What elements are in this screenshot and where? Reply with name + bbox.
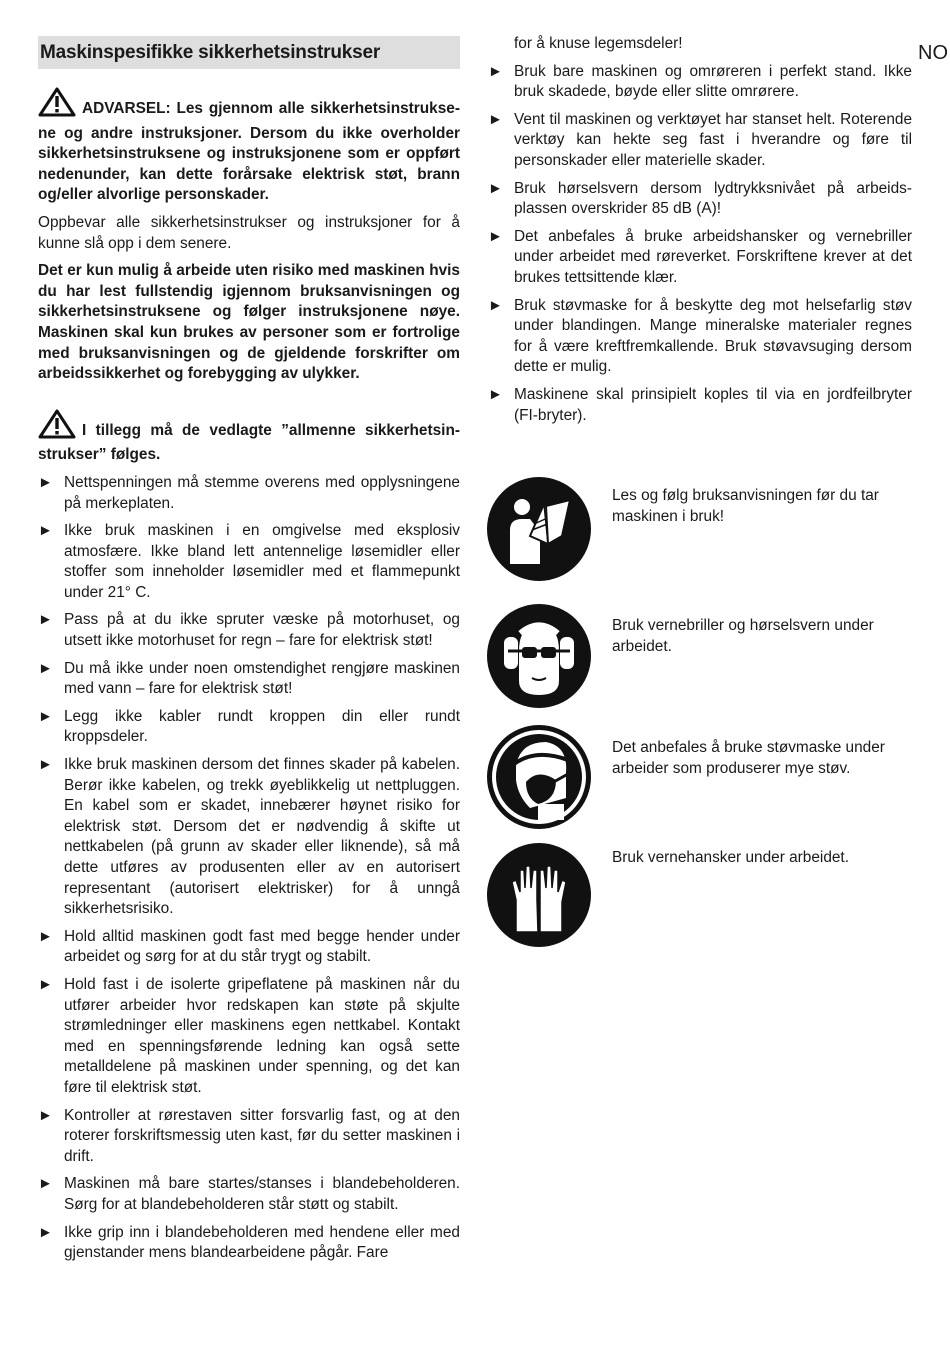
warning-text: : Les gjennom alle sikkerhetsinstruksene og andre instruksjoner. Dersom du ikke overholder sikkerhetsinstruksene og instruksjonene som er oppført nedenunder, kan dette forårsake elektrisk støt, brann og/eller alvorlige personskader. xyxy=(38,100,460,204)
bullet-arrow-icon: ► xyxy=(38,707,53,725)
storage-note: Oppbevar alle sikkerhetsinstrukser og instruksjoner for å kunne slå opp i dem senere. xyxy=(38,213,460,252)
bullet-arrow-icon: ► xyxy=(38,611,53,629)
warning-block-2 xyxy=(38,409,460,466)
bullet-arrow-icon: ► xyxy=(38,927,53,945)
bullet-arrow-icon: ► xyxy=(38,522,53,540)
right-column xyxy=(488,34,912,433)
bullet-arrow-icon: ► xyxy=(488,385,503,403)
section-title: Maskinspesifikke sikkerhetsinstrukser xyxy=(38,36,460,69)
read-manual-icon xyxy=(486,476,592,582)
bullet-arrow-icon: ► xyxy=(488,110,503,128)
list-item: ► Ikke bruk maskinen dersom det finnes skader på kabelen. Berør ikke kabelen, og trekk øyeblikkelig ut nettpluggen. En kabel som er skadet, innebærer høynet risiko for elektrisk støt. Dersom det er nødvendig å skifte ut nettkabelen (på grunn av skader eller liknende), så må dette utføres av produsenten eller av en autorisert representant (autorisert elektrisker) for å unngå sikkerhetsrisiko. xyxy=(38,756,460,918)
list-item: ► Legg ikke kabler rundt kroppen din eller rundt kroppsdeler. xyxy=(38,707,460,746)
list-item: ► Bruk hørselsvern dersom lydtrykksnivået på arbeidsplassen overskrider 85 dB (A)! xyxy=(488,179,912,218)
bullet-arrow-icon: ► xyxy=(488,62,503,80)
bullet-arrow-icon: ► xyxy=(38,1175,53,1193)
bullet-arrow-icon: ► xyxy=(488,296,503,314)
symbol-text-mask: Det anbefales å bruke støvmaske under arbeider som produserer mye støv. xyxy=(612,739,885,777)
dust-mask-icon xyxy=(486,724,592,830)
bullet-arrow-icon: ► xyxy=(38,756,53,774)
bullet-arrow-icon: ► xyxy=(38,1223,53,1241)
language-tag: NO xyxy=(918,42,948,64)
list-item: ► Bruk bare maskinen og omrøreren i perfekt stand. Ikke bruk skadede, bøyde eller slitte omrørere. xyxy=(488,62,912,101)
symbol-text-goggles: Bruk vernebriller og hørselsvern under arbeidet. xyxy=(612,617,874,655)
symbol-text-manual: Les og følg bruksanvisningen før du tar maskinen i bruk! xyxy=(612,487,879,525)
list-item: ► Maskinen må bare startes/stanses i blandebeholderen. Sørg for at blandebeholderen står støtt og stabilt. xyxy=(38,1175,460,1213)
list-item: ► Bruk støvmaske for å beskytte deg mot helsefarlig støv under blandingen. Mange mineralske materialer regnes for å være kreftfremkallende. Bruk støvavsuging dersom dette er mulig. xyxy=(488,296,912,376)
list-item: ► Vent til maskinen og verktøyet har stanset helt. Roterende verktøy kan hekte seg fast i hverandre og føre til personskader eller materielle skader. xyxy=(488,110,912,169)
bullet-arrow-icon: ► xyxy=(38,473,53,491)
bullet-arrow-icon: ► xyxy=(488,179,503,197)
warning-text-2: I tillegg må de vedlagte ”allmenne sikkerhetsinstrukser” følges. xyxy=(38,421,460,464)
right-bullet-list xyxy=(488,62,912,427)
warning-triangle-icon xyxy=(38,409,76,446)
list-item: ► Kontroller at rørestaven sitter forsvarlig fast, og at den roterer forskriftsmessig uten kast, før du setter maskinen i drift. xyxy=(38,1106,460,1165)
bullet-arrow-icon: ► xyxy=(38,659,53,677)
warning-block-1 xyxy=(38,87,460,206)
goggles-ear-protection-icon xyxy=(486,603,592,709)
list-item: ► Det anbefales å bruke arbeidshansker og vernebriller under arbeidet med røreverket. Forskriftene krever at det brukes tettsittende klær. xyxy=(488,227,912,286)
list-item: ► Hold alltid maskinen godt fast med begge hender under arbeidet og sørg for at du står trygt og stabilt. xyxy=(38,927,460,966)
gloves-icon xyxy=(486,842,592,948)
list-item: ► Nettspenningen må stemme overens med opplysningene på merkeplaten. xyxy=(38,473,460,512)
bullet-arrow-icon: ► xyxy=(488,227,503,245)
risk-note: Det er kun mulig å arbeide uten risiko med maskinen hvis du har lest fullstendig igjennom bruksanvisningen og sikkerhetsinstruksene og følger instruksjonene nøye. Maskinen skal kun brukes av personer som er fortrolige med bruksanvisningen og de gjeldende forskrifter om arbeidssikkerhet og forebygging av ulykker. xyxy=(38,262,460,383)
list-item: ► Maskinene skal prinsipielt koples til via en jordfeilbryter (FI-bryter). xyxy=(488,385,912,424)
warning-keyword: ADVARSEL xyxy=(82,100,166,117)
list-item: ► Hold fast i de isolerte gripeflatene på maskinen når du utfører arbeider hvor redskapen kan støte på skjulte strømledninger eller maskinens egen nettkabel. Kontakt med en spenningsførende ledning kan også sette metalldelene på maskinen under spenning, og det kan føre til elektrisk støt. xyxy=(38,975,460,1096)
left-bullet-list xyxy=(38,473,460,1264)
warning-triangle-icon xyxy=(38,87,76,124)
list-item: ► Du må ikke under noen omstendighet rengjøre maskinen med vann – fare for elektrisk støt! xyxy=(38,659,460,698)
bullet-arrow-icon: ► xyxy=(38,975,53,993)
list-item: ► Ikke grip inn i blandebeholderen med hendene eller med gjenstander mens blandearbeidene pågår. Fare xyxy=(38,1223,460,1262)
symbol-text-gloves: Bruk vernehansker under arbeidet. xyxy=(612,849,849,866)
left-column xyxy=(38,36,460,1271)
bullet-arrow-icon: ► xyxy=(38,1106,53,1124)
list-item: ► Pass på at du ikke spruter væske på motorhuset, og utsett ikke motorhuset for regn – fare for elektrisk støt! xyxy=(38,611,460,650)
continuation-text: for å knuse legemsdeler! xyxy=(514,35,683,52)
list-item: ► Ikke bruk maskinen i en omgivelse med eksplosiv atmosfære. Ikke bland lett antennelige løsemidler eller stoffer som inneholder løsemidler med et flammepunkt under 21° C. xyxy=(38,522,460,601)
